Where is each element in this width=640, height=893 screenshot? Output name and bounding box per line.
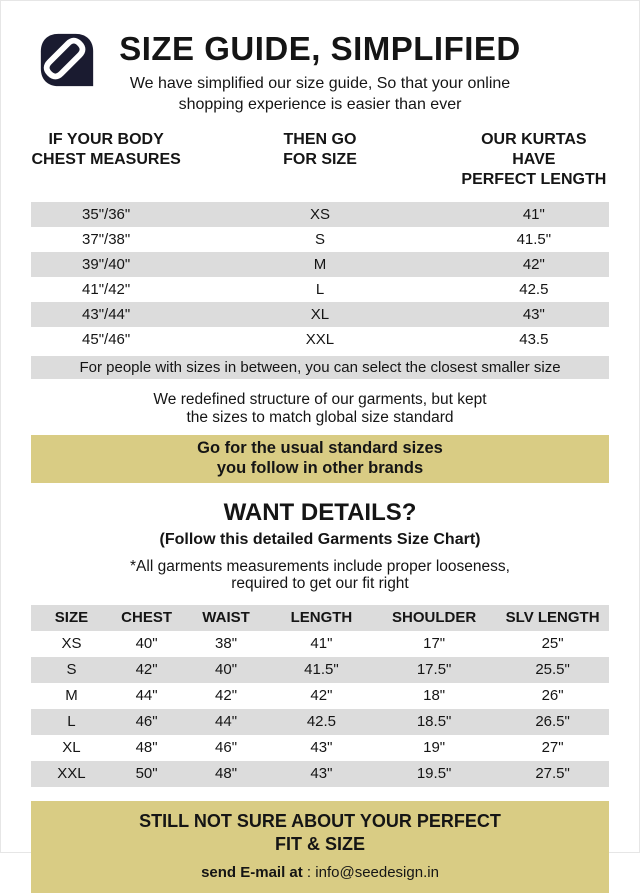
cell-length: 43.5	[519, 331, 549, 348]
cell-chest: 45"/46"	[82, 331, 131, 348]
standard-banner-line-2: you follow in other brands	[216, 459, 424, 477]
cell-size: M	[313, 256, 327, 273]
contact-banner	[31, 801, 609, 893]
contact-email-line	[31, 864, 609, 881]
redefined-line-1: We redefined structure of our garments, but kept	[153, 391, 487, 408]
standard-sizes-banner	[31, 435, 609, 483]
want-details-section	[1, 499, 639, 592]
see-designs-logo-icon	[36, 27, 98, 93]
looseness-note	[1, 558, 639, 592]
redefined-line-2: the sizes to match global size standard	[186, 408, 454, 426]
email-separator: :	[302, 864, 316, 881]
cell-length: 42.5	[519, 281, 549, 298]
subtitle-line-2: shopping experience is easier than ever	[178, 96, 462, 113]
want-details-title: WANT DETAILS?	[223, 499, 417, 526]
standard-banner-line-1: Go for the usual standard sizes	[197, 439, 443, 457]
page-title: SIZE GUIDE, SIMPLIFIED	[119, 30, 521, 67]
column-header-shoulder: SHOULDER	[392, 609, 477, 626]
cell-size: XS	[309, 206, 330, 223]
column-header-waist: WAIST	[202, 609, 250, 626]
cell-length: 42"	[522, 256, 545, 273]
cell-chest: 41"/42"	[82, 281, 131, 298]
cell-length: 41.5"	[516, 231, 552, 248]
cell-size: XL	[310, 306, 330, 323]
table-row: XS 40" 38" 41" 17" 25"	[61, 635, 564, 652]
table-row	[31, 327, 609, 352]
cell-size: XXL	[305, 331, 335, 348]
cell-chest: 37"/38"	[82, 231, 131, 248]
looseness-note-line-2: required to get our fit right	[231, 575, 409, 592]
cell-length: 43"	[522, 306, 545, 323]
contact-banner-line-2: FIT & SIZE	[275, 834, 365, 854]
brand-logo	[36, 27, 98, 93]
column-header-size: SIZE	[54, 609, 89, 626]
contact-banner-line-1: STILL NOT SURE ABOUT YOUR PERFECT	[139, 811, 501, 831]
column-header-length: LENGTH	[290, 609, 353, 626]
cell-chest: 43"/44"	[82, 306, 131, 323]
table-row	[31, 227, 609, 252]
email-label: send E-mail at	[201, 864, 303, 881]
column-header-slv-length: SLV LENGTH	[505, 609, 600, 626]
column-header-chest: CHEST	[121, 609, 172, 626]
table-row	[31, 277, 609, 302]
table-row: M 44" 42" 42" 18" 26"	[65, 687, 564, 704]
cell-size: S	[314, 231, 325, 248]
cell-chest: 35"/36"	[82, 206, 131, 223]
table-row: XL 48" 46" 43" 19" 27"	[62, 739, 564, 756]
redefined-paragraph	[1, 391, 639, 426]
table-row: L 46" 44" 42.5 18.5" 26.5"	[31, 709, 609, 735]
table-row	[31, 302, 609, 327]
column-header-perfect-length: OUR KURTAS HAVE PERFECT LENGTH	[461, 131, 607, 188]
garments-size-table	[31, 605, 609, 787]
looseness-note-line-1: *All garments measurements include proper looseness,	[130, 558, 510, 575]
body-guide-rows	[31, 202, 609, 352]
table-row: S 42" 40" 41.5" 17.5" 25.5"	[31, 657, 609, 683]
column-header-chest-measures: IF YOUR BODY CHEST MEASURES	[31, 131, 181, 168]
garments-header-row	[31, 605, 609, 631]
table-row	[31, 252, 609, 277]
body-guide-header-row	[31, 130, 609, 190]
column-header-go-for-size: THEN GO FOR SIZE	[283, 131, 357, 168]
in-between-sizes-note: For people with sizes in between, you can select the closest smaller size	[31, 356, 609, 379]
email-address: info@seedesign.in	[315, 864, 439, 881]
subtitle-line-1: We have simplified our size guide, So that your online	[129, 75, 511, 92]
table-row: XXL 50" 48" 43" 19.5" 27.5"	[31, 761, 609, 787]
body-guide-table	[31, 130, 609, 379]
table-row	[31, 202, 609, 227]
want-details-subtitle: (Follow this detailed Garments Size Chart)	[159, 531, 481, 548]
cell-chest: 39"/40"	[82, 256, 131, 273]
cell-size: L	[315, 281, 325, 298]
cell-length: 41"	[522, 206, 545, 223]
